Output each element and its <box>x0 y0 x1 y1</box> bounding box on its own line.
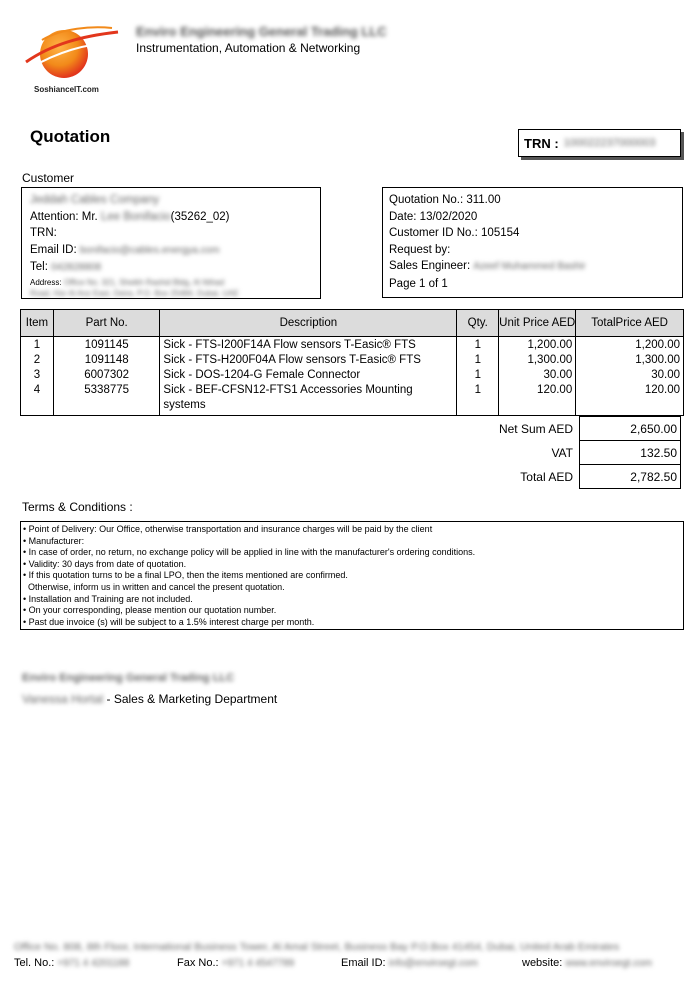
net-sum-row <box>430 417 681 441</box>
quotation-info-box <box>382 187 683 298</box>
cell-total-price: 120.00 <box>576 383 684 416</box>
tel-label: Tel: <box>30 261 48 273</box>
customer-trn: TRN: <box>30 227 57 239</box>
attention-prefix: Attention: Mr. <box>30 210 98 223</box>
trn-label: TRN : <box>524 135 559 151</box>
customer-address <box>30 277 320 299</box>
vat-value: 132.50 <box>580 441 681 465</box>
cell-total-price: 30.00 <box>576 368 684 383</box>
cell-item: 4 <box>21 383 54 416</box>
cell-part-no: 1091148 <box>53 353 160 368</box>
signature-name: Vanessa Hortal <box>22 692 104 706</box>
email-label: Email ID: <box>30 243 77 256</box>
company-tagline: Instrumentation, Automation & Networking <box>136 41 361 55</box>
terms-line: • Validity: 30 days from date of quotation. <box>23 558 187 569</box>
col-qty: Qty. <box>457 310 499 337</box>
vat-row <box>430 441 681 465</box>
cell-item: 2 <box>21 353 54 368</box>
cell-qty: 1 <box>457 383 499 416</box>
tel-value: 042828808 <box>51 262 102 273</box>
cell-description: Sick - BEF-CFSN12-FTS1 Accessories Mounting systems <box>160 383 457 416</box>
sales-engineer-value: Azeef Muhammed Bashir <box>473 261 586 272</box>
cell-part-no: 5338775 <box>53 383 160 416</box>
cell-unit-price: 120.00 <box>499 383 576 416</box>
table-row <box>21 368 684 383</box>
col-total-price: TotalPrice AED <box>576 310 684 337</box>
vat-label: VAT <box>551 445 573 460</box>
company-name: Enviro Engineering General Trading LLC <box>136 24 387 39</box>
quotation-number: Quotation No.: 311.00 <box>389 194 501 206</box>
col-item: Item <box>21 310 54 337</box>
cell-unit-price: 1,300.00 <box>499 353 576 368</box>
email-value: bonifacio@cables.energya.com <box>79 244 220 256</box>
cell-unit-price: 30.00 <box>499 368 576 383</box>
footer-fax-label: Fax No.: <box>177 957 219 969</box>
signature-person <box>22 692 277 706</box>
cell-part-no: 1091145 <box>53 337 160 354</box>
trn-box <box>518 129 681 157</box>
terms-label: Terms & Conditions : <box>22 500 133 514</box>
cell-total-price: 1,300.00 <box>576 353 684 368</box>
address-label: Address: <box>30 277 62 287</box>
col-unit-price: Unit Price AED <box>499 310 576 337</box>
request-by: Request by: <box>389 243 451 256</box>
terms-line: • Installation and Training are not included. <box>23 593 193 604</box>
address-line1: Office No. 321, Sheikh Rashid Bldg, Al Ittihad <box>63 277 225 287</box>
address-line2: Road, Hor Al Anz East, Deira, P.O. Box 25484, Dubai, UAE <box>30 288 239 298</box>
footer-tel <box>14 957 129 969</box>
net-sum-value: 2,650.00 <box>580 417 681 441</box>
footer-fax <box>177 957 294 969</box>
page-number: Page 1 of 1 <box>389 277 448 290</box>
terms-line: • Manufacturer: <box>23 535 85 546</box>
customer-id: Customer ID No.: 105154 <box>389 227 520 239</box>
sales-engineer-label: Sales Engineer: <box>389 260 471 272</box>
col-part-no: Part No. <box>53 310 160 337</box>
terms-box <box>20 521 684 630</box>
cell-description: Sick - FTS-I200F14A Flow sensors T-Easic® FTS <box>160 337 457 354</box>
terms-line: Otherwise, inform us in written and cancel the present quotation. <box>23 581 285 592</box>
total-label: Total AED <box>520 469 573 484</box>
footer-tel-value: +971 4 4201188 <box>57 958 130 969</box>
cell-qty: 1 <box>457 337 499 354</box>
footer-address: Office No. 808, 8th Floor, International Business Tower, Al Amal Street, Business Bay P.O.Box 41454, Dubai, United Arab Emirates <box>14 941 620 953</box>
cell-unit-price: 1,200.00 <box>499 337 576 354</box>
company-logo <box>22 22 122 84</box>
trn-value: 100022237000003 <box>563 137 656 149</box>
logo-text: SoshianceIT.com <box>34 85 99 94</box>
signature-company: Enviro Engineering General Trading LLC <box>22 672 235 684</box>
table-row <box>21 353 684 368</box>
customer-email <box>30 242 320 260</box>
document-title: Quotation <box>30 127 111 146</box>
terms-line: • Point of Delivery: Our Office, otherwise transportation and insurance charges will be paid by the client <box>23 524 433 534</box>
footer-email-value: info@enviroegt.com <box>388 958 478 969</box>
terms-line: • If this quotation turns to be a final LPO, then the items mentioned are confirmed. <box>23 570 348 581</box>
sales-engineer <box>389 258 682 276</box>
cell-item: 1 <box>21 337 54 354</box>
cell-item: 3 <box>21 368 54 383</box>
total-value: 2,782.50 <box>580 465 681 489</box>
terms-line: • In case of order, no return, no exchange policy will be applied in line with the manufacturer's ordering conditions. <box>23 547 476 558</box>
attention-suffix: (35262_02) <box>170 210 230 223</box>
footer-fax-value: +971 4 4547789 <box>221 958 295 969</box>
footer-tel-label: Tel. No.: <box>14 957 55 969</box>
terms-line: • On your corresponding, please mention our quotation number. <box>23 605 277 616</box>
table-row <box>21 337 684 354</box>
net-sum-label: Net Sum AED <box>498 421 573 436</box>
footer-email <box>341 957 478 969</box>
customer-box <box>21 187 321 299</box>
cell-qty: 1 <box>457 368 499 383</box>
customer-tel <box>30 259 320 277</box>
footer-email-label: Email ID: <box>341 957 386 969</box>
cell-total-price: 1,200.00 <box>576 337 684 354</box>
items-table <box>20 309 684 416</box>
items-header-row <box>21 310 684 337</box>
attention-name: Lee Bonifacio <box>100 210 171 223</box>
quotation-date: Date: 13/02/2020 <box>389 210 478 223</box>
customer-attention <box>30 209 320 226</box>
totals-table <box>430 416 681 489</box>
footer-website-label: website: <box>522 957 563 969</box>
terms-line: • Past due invoice (s) will be subject to a 1.5% interest charge per month. <box>23 616 315 627</box>
cell-description: Sick - FTS-H200F04A Flow sensors T-Easic® FTS <box>160 353 457 368</box>
customer-company: Jeddah Cables Company <box>30 194 160 206</box>
total-row <box>430 465 681 489</box>
cell-qty: 1 <box>457 353 499 368</box>
cell-description: Sick - DOS-1204-G Female Connector <box>160 368 457 383</box>
footer-website <box>522 957 652 969</box>
signature-department: - Sales & Marketing Department <box>106 692 278 706</box>
footer-website-value: www.enviroegt.com <box>565 958 653 969</box>
table-row <box>21 383 684 416</box>
customer-label: Customer <box>22 171 75 185</box>
col-description: Description <box>160 310 457 337</box>
cell-part-no: 6007302 <box>53 368 160 383</box>
